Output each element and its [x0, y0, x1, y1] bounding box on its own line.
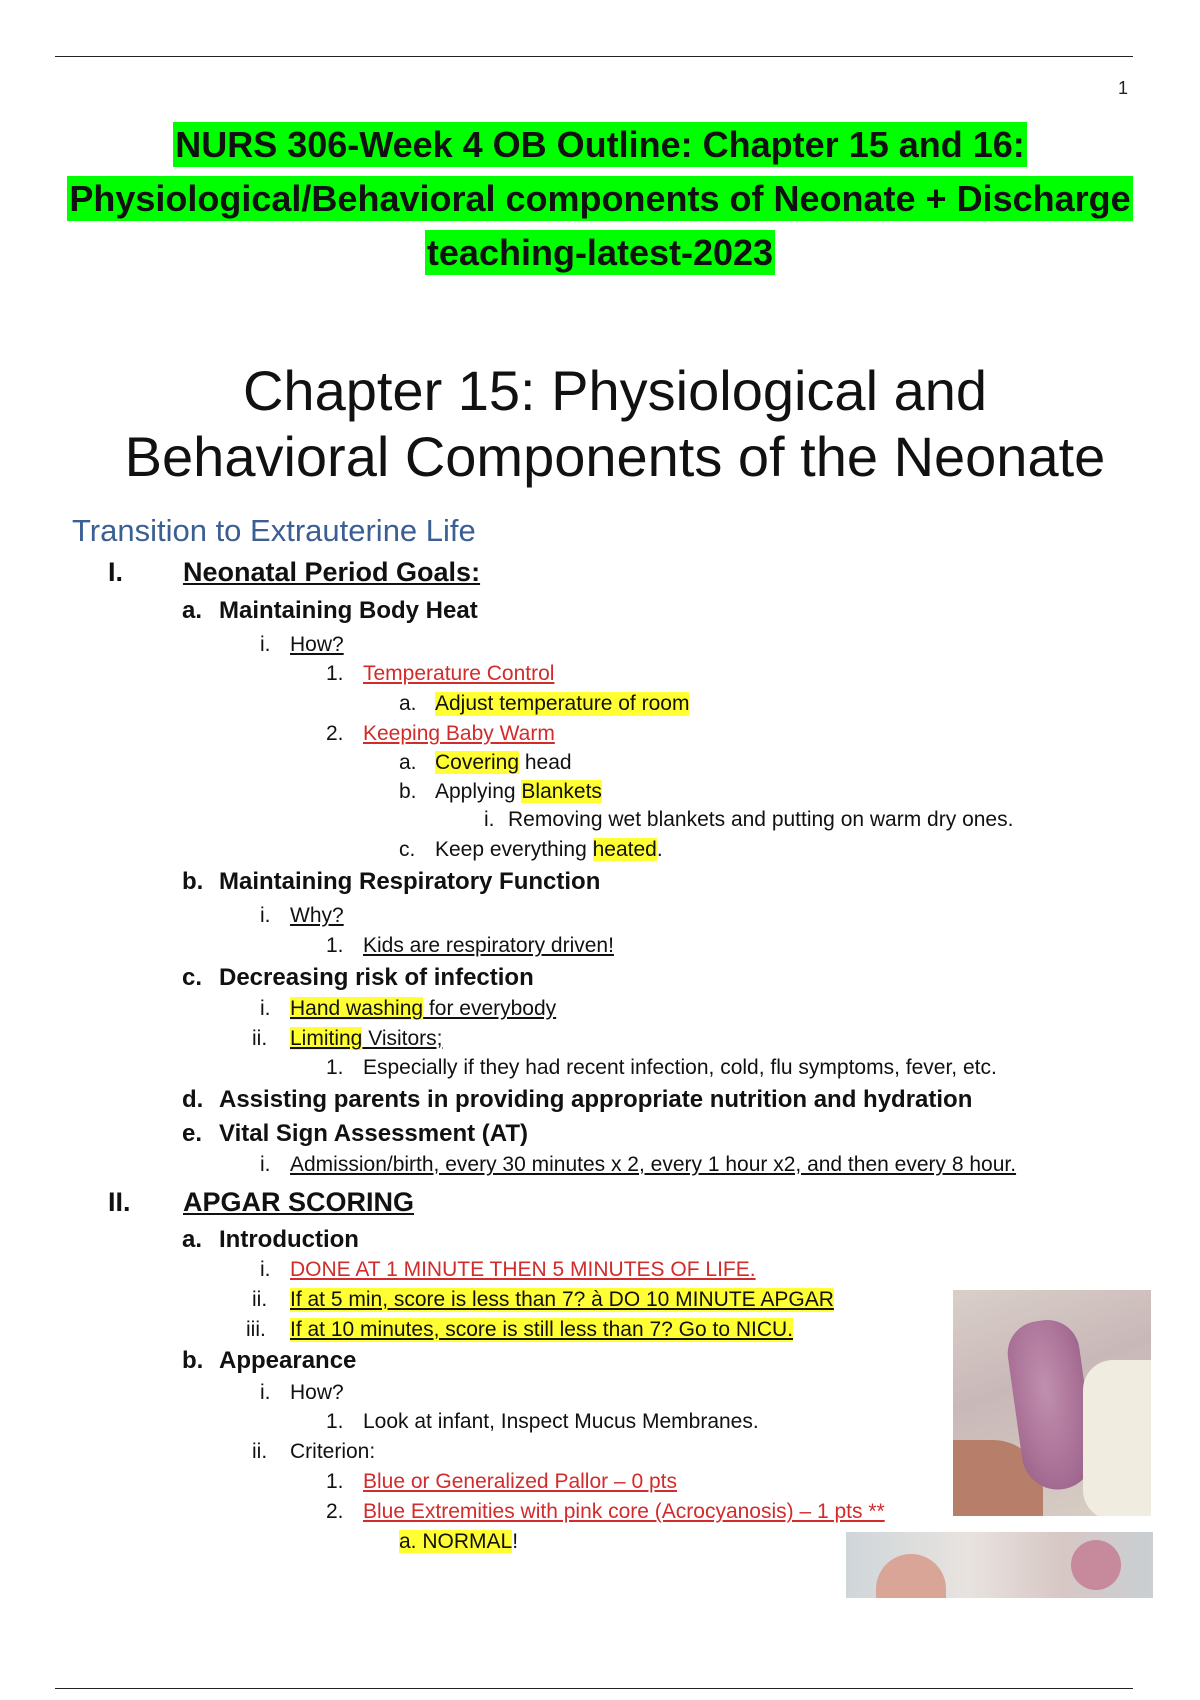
outline-item-respiratory-driven: Kids are respiratory driven! [363, 934, 614, 957]
outline-item-applying-blankets: Applying Blankets [435, 780, 602, 803]
title-line-3: teaching-latest-2023 [426, 232, 774, 273]
outline-num: 1. [326, 662, 344, 685]
outline-item-apgar-10min: If at 10 minutes, score is still less than 7? Go to NICU. [290, 1318, 794, 1341]
outline-num: e. [182, 1120, 203, 1147]
outline-item-blue-pallor: Blue or Generalized Pallor – 0 pts [363, 1470, 678, 1493]
outline-num: a. [182, 1226, 203, 1253]
outline-item-nutrition: Assisting parents in providing appropriate nutrition and hydration [219, 1086, 973, 1113]
outline-num: I. [108, 557, 124, 587]
outline-item-temperature-control: Temperature Control [363, 662, 555, 685]
outline-num: i. [260, 904, 271, 927]
outline-item-keep-heated: Keep everything heated. [435, 838, 663, 861]
outline-item-appearance-how: How? [290, 1381, 344, 1404]
outline-num: a. [399, 751, 417, 774]
outline-num: i. [484, 808, 495, 831]
outline-num: a. [182, 597, 203, 624]
outline-item-respiratory-function: Maintaining Respiratory Function [219, 868, 601, 895]
outline-num: ii. [252, 1027, 268, 1050]
outline-num: i. [260, 1381, 271, 1404]
outline-item-why: Why? [290, 904, 344, 927]
outline-num: i. [260, 1258, 271, 1281]
outline-num: i. [260, 1153, 271, 1176]
outline-num: 1. [326, 1410, 344, 1433]
chapter-title [0, 358, 1200, 490]
outline-num: iii. [246, 1318, 266, 1341]
outline-item-how: How? [290, 633, 344, 656]
outline-heading-apgar: APGAR SCORING [183, 1187, 415, 1217]
outline-item-apgar-timing: DONE AT 1 MINUTE THEN 5 MINUTES OF LIFE. [290, 1258, 756, 1281]
outline-item-covering-head: Covering head [435, 751, 572, 774]
outline-item-apgar-5min: If at 5 min, score is less than 7? à DO 10 MINUTE APGAR [290, 1288, 834, 1311]
page-number: 1 [1118, 78, 1129, 98]
photo-newborn-limb [1071, 1540, 1121, 1590]
infant-foot-photo [953, 1290, 1151, 1516]
outline-heading-neonatal-goals: Neonatal Period Goals: [183, 557, 481, 587]
title-line-2: Physiological/Behavioral components of Neonate + Discharge [69, 178, 1131, 219]
chapter-title-line-2: Behavioral Components of the Neonate [124, 425, 1106, 488]
outline-num: d. [182, 1086, 204, 1113]
outline-item-vital-schedule: Admission/birth, every 30 minutes x 2, every 1 hour x2, and then every 8 hour. [290, 1153, 1017, 1176]
outline-num: ii. [252, 1440, 268, 1463]
outline-num: 1. [326, 934, 344, 957]
outline-item-criterion: Criterion: [290, 1440, 376, 1463]
outline-num: i. [260, 997, 271, 1020]
title-line-1: NURS 306-Week 4 OB Outline: Chapter 15 and 16: [175, 124, 1025, 165]
photo-gloved-hand [1083, 1360, 1151, 1516]
bottom-rule [55, 1688, 1133, 1689]
document-title [0, 118, 1200, 280]
outline-item-inspect-mucus: Look at infant, Inspect Mucus Membranes. [363, 1410, 759, 1433]
outline-item-acrocyanosis: Blue Extremities with pink core (Acrocyanosis) – 1 pts ** [363, 1500, 885, 1523]
outline-num: i. [260, 633, 271, 656]
outline-item-vital-signs: Vital Sign Assessment (AT) [219, 1120, 528, 1147]
outline-item-keeping-warm: Keeping Baby Warm [363, 722, 555, 745]
newborn-photo [846, 1532, 1153, 1598]
outline-item-appearance: Appearance [219, 1347, 357, 1374]
outline-num: b. [182, 868, 204, 895]
outline-item-hand-washing: Hand washing for everybody [290, 997, 557, 1020]
outline-item-removing-wet-blankets: Removing wet blankets and putting on warm dry ones. [508, 808, 1014, 831]
outline-num: 2. [326, 1500, 344, 1523]
outline-num: 1. [326, 1056, 344, 1079]
outline-num: 1. [326, 1470, 344, 1493]
section-heading: Transition to Extrauterine Life [72, 513, 476, 548]
outline-num: a. [399, 692, 417, 715]
outline-item-recent-infection: Especially if they had recent infection, cold, flu symptoms, fever, etc. [363, 1056, 997, 1079]
outline-num: II. [108, 1187, 131, 1217]
top-rule [55, 56, 1133, 57]
outline-item-body-heat: Maintaining Body Heat [219, 597, 478, 624]
outline-num: c. [182, 964, 203, 991]
outline-item-infection-risk: Decreasing risk of infection [219, 964, 534, 991]
outline-item-limiting-visitors: Limiting Visitors; [290, 1027, 443, 1050]
outline-num: c. [399, 838, 416, 861]
outline-item-adjust-room: Adjust temperature of room [435, 692, 690, 715]
outline-num: b. [399, 780, 417, 803]
chapter-title-line-1: Chapter 15: Physiological and [242, 359, 988, 422]
outline-item-introduction: Introduction [219, 1226, 359, 1253]
outline-item-normal: a. NORMAL! [399, 1530, 519, 1553]
outline-num: ii. [252, 1288, 268, 1311]
outline-num: 2. [326, 722, 344, 745]
photo-newborn-head [876, 1554, 946, 1598]
outline-num: b. [182, 1347, 204, 1374]
